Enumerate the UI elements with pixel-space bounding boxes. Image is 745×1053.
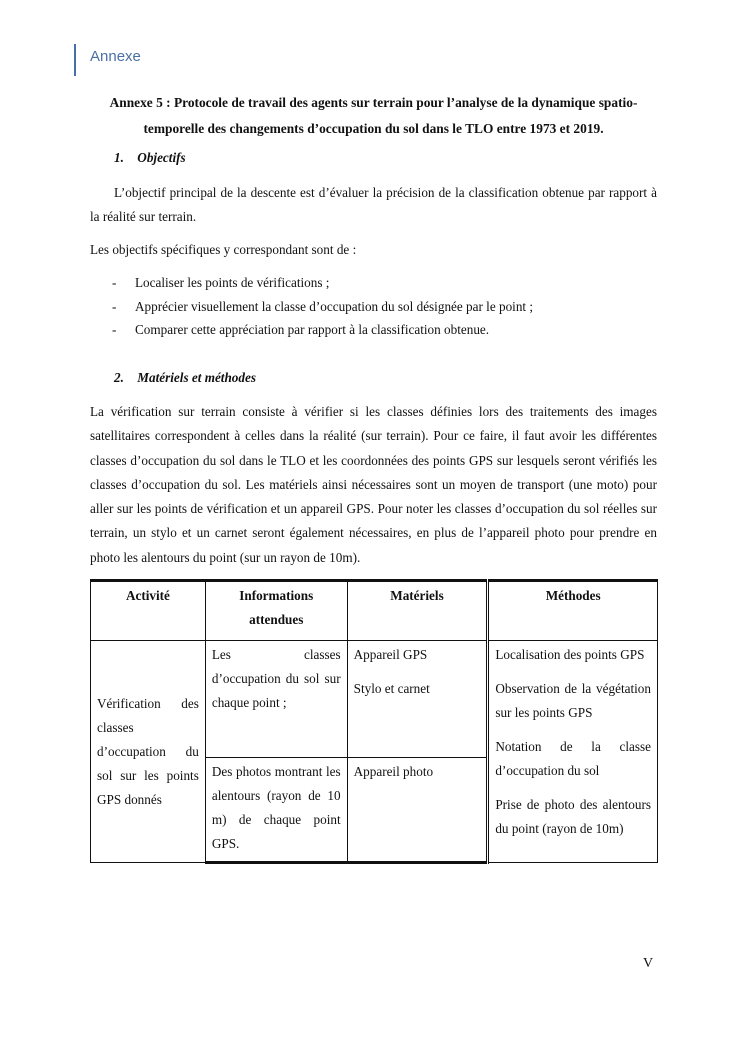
methods-cell <box>488 641 658 863</box>
objectives-intro: Les objectifs spécifiques y correspondant sont de : <box>90 242 357 257</box>
list-item: - Apprécier visuellement la classe d’occupation du sol désignée par le point ; <box>112 295 533 319</box>
header-materials: Matériels <box>347 581 488 641</box>
header-info: Informations attendues <box>205 581 347 641</box>
section-title: Matériels et méthodes <box>137 370 256 385</box>
section-title: Objectifs <box>137 150 186 165</box>
section-heading-objectives <box>114 150 186 166</box>
objectives-list <box>112 271 533 342</box>
protocol-table <box>90 579 658 864</box>
list-item: - Localiser les points de vérifications ; <box>112 271 533 295</box>
list-item: - Comparer cette appréciation par rapport à la classification obtenue. <box>112 318 533 342</box>
header-activity: Activité <box>91 581 206 641</box>
table-row <box>91 641 658 758</box>
method-item: Observation de la végétation sur les points GPS <box>495 681 651 720</box>
materials-cell <box>347 641 488 758</box>
info-cell: Des photos montrant les alentours (rayon de 10 m) de chaque point GPS. <box>205 758 347 863</box>
running-header: Annexe <box>90 48 141 65</box>
info-cell: Les classes d’occupation du sol sur chaque point ; <box>205 641 347 758</box>
method-item: Notation de la classe d’occupation du sol <box>495 739 651 778</box>
section-number: 1. <box>114 150 124 165</box>
materials-cell <box>347 758 488 863</box>
method-item: Prise de photo des alentours du point (rayon de 10m) <box>495 797 651 836</box>
material-item: Appareil photo <box>353 764 434 779</box>
header-accent-bar <box>74 44 76 76</box>
annex-title: Annexe 5 : Protocole de travail des agents sur terrain pour l’analyse de la dynamique spatio-temporelle des changements d’occupation du sol dans le TLO entre 1973 et 2019. <box>109 95 638 136</box>
material-item: Appareil GPS <box>353 647 428 662</box>
method-item: Localisation des points GPS <box>495 647 645 662</box>
main-objective-paragraph: L’objectif principal de la descente est d’évaluer la précision de la classification obtenue par rapport à la réalité sur terrain. <box>90 185 657 225</box>
section-heading-methods <box>114 370 256 386</box>
material-item: Stylo et carnet <box>353 681 430 696</box>
page-number: V <box>643 956 654 971</box>
methods-paragraph: La vérification sur terrain consiste à vérifier si les classes définies lors des traitements des images satellitaires correspondent à celles dans la réalité (sur terrain). Pour ce faire, il faut avoir les différentes classes d’occupation du sol dans le TLO et les coordonnées des points GPS sur lesquels seront vérifiés les classes d’occupation du sol. Les matériels ainsi nécessaires sont un moyen de transport (une moto) pour aller sur les points de vérification et un appareil GPS. Pour noter les classes d’occupation du sol réelles sur terrain, un stylo et un carnet seront également nécessaires, en plus de l’appareil photo pour prendre en photo les alentours du point (sur un rayon de 10m). <box>90 404 657 565</box>
section-number: 2. <box>114 370 124 385</box>
header-methods: Méthodes <box>488 581 658 641</box>
activity-cell: Vérification des classes d’occupation du sol sur les points GPS donnés <box>91 641 206 863</box>
table-header-row <box>91 581 658 641</box>
